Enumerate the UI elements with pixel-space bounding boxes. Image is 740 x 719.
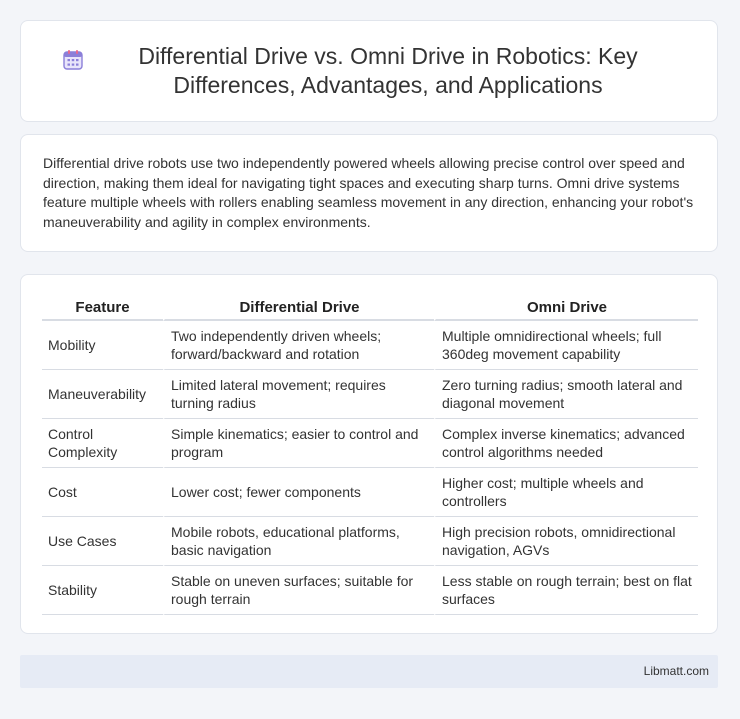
table-row xyxy=(42,468,698,517)
title-card xyxy=(20,20,718,122)
omni-cell: Less stable on rough terrain; best on flat surfaces xyxy=(434,566,698,615)
calendar-icon xyxy=(61,48,85,72)
feature-cell: Maneuverability xyxy=(42,370,163,419)
omni-cell: Higher cost; multiple wheels and controllers xyxy=(434,468,698,517)
feature-cell: Mobility xyxy=(42,321,163,370)
comparison-card xyxy=(20,274,718,634)
title-wrap xyxy=(21,42,717,100)
feature-cell: Cost xyxy=(42,468,163,517)
intro-paragraph: Differential drive robots use two independently powered wheels allowing precise control over speed and direction, making them ideal for navigating tight spaces and executing sharp turns. Omni drive systems feature multiple wheels with rollers enabling seamless movement in any direction, enhancing your robot's maneuverability and agility in complex environments. xyxy=(43,155,694,230)
table-row xyxy=(42,419,698,468)
table-row xyxy=(42,517,698,566)
omni-cell: Zero turning radius; smooth lateral and diagonal movement xyxy=(434,370,698,419)
table-row xyxy=(42,370,698,419)
footer-brand-link[interactable]: Libmatt.com xyxy=(643,664,709,678)
comparison-table xyxy=(42,297,698,615)
feature-cell: Control Complexity xyxy=(42,419,163,468)
table-row xyxy=(42,321,698,370)
differential-cell: Mobile robots, educational platforms, basic navigation xyxy=(163,517,434,566)
differential-cell: Limited lateral movement; requires turning radius xyxy=(163,370,434,419)
differential-cell: Lower cost; fewer components xyxy=(163,468,434,517)
omni-cell: Multiple omnidirectional wheels; full 360deg movement capability xyxy=(434,321,698,370)
omni-cell: Complex inverse kinematics; advanced control algorithms needed xyxy=(434,419,698,468)
omni-cell: High precision robots, omnidirectional navigation, AGVs xyxy=(434,517,698,566)
header-differential-drive: Differential Drive xyxy=(163,297,434,321)
feature-cell: Stability xyxy=(42,566,163,615)
table-row xyxy=(42,566,698,615)
differential-cell: Simple kinematics; easier to control and program xyxy=(163,419,434,468)
page-title: Differential Drive vs. Omni Drive in Robotics: Key Differences, Advantages, and Applications xyxy=(138,43,638,98)
intro-card xyxy=(20,134,718,252)
footer-bar xyxy=(20,655,718,688)
feature-cell: Use Cases xyxy=(42,517,163,566)
table-header-row xyxy=(42,297,698,321)
differential-cell: Stable on uneven surfaces; suitable for rough terrain xyxy=(163,566,434,615)
header-omni-drive: Omni Drive xyxy=(434,297,698,321)
header-feature: Feature xyxy=(42,297,163,321)
differential-cell: Two independently driven wheels; forward/backward and rotation xyxy=(163,321,434,370)
